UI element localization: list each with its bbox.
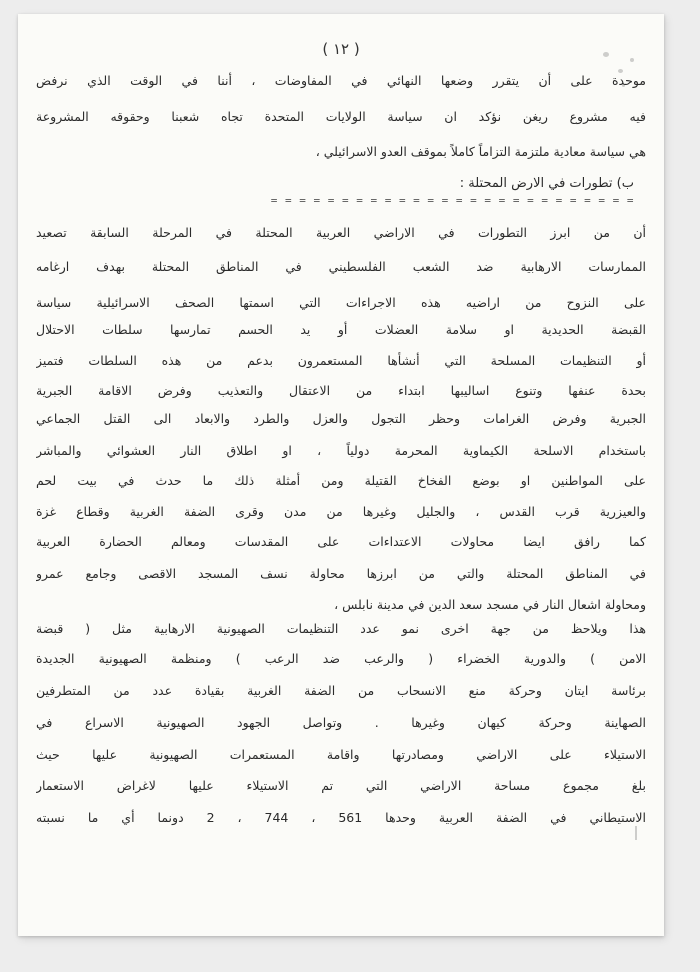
text-line-9: بحدة عنفها وتنوع اساليبها ابتداء من الاعتقال والتعذيب وفرض الاقامة الجبرية [36, 383, 646, 398]
heading-underline: = = = = = = = = = = = = = = = = = = = = = = = = = = [270, 194, 634, 207]
text-line-21: الاستيلاء على الاراضي ومصادرتها واقامة المستعمرات الصهيونية عليها حيث [36, 747, 646, 762]
paper-smudge [603, 52, 609, 57]
text-line-23: الاستيطاني في الضفة العربية وحدها 561 ، 744 ، 2 دونما أي ما نسبته [36, 810, 646, 825]
text-line-17: هذا ويلاحظ من جهة اخرى نمو عدد التنظيمات الصهيونية الارهابية مثل ( قبضة [36, 621, 646, 636]
text-line-10: الجبرية وفرض الغرامات وحظر التجول والعزل والطرد والابعاد الى القتل الجماعي [36, 411, 646, 426]
text-line-3: هي سياسة معادية ملتزمة التزاماً كاملاً بموقف العدو الاسرائيلي ، [315, 144, 646, 159]
paper-smudge [622, 84, 625, 87]
text-line-11: باستخدام الاسلحة الكيماوية المحرمة دولياً ، او اطلاق النار العشوائي والمباشر [36, 443, 646, 458]
text-line-15: في المناطق المحتلة والتي من ابرزها محاولة نسف المسجد الاقصى وجامع عمرو [36, 566, 646, 581]
text-line-4: أن من ابرز التطورات في الاراضي العربية المحتلة في المرحلة السابقة تصعيد [36, 225, 646, 240]
text-line-12: على المواطنين او بوضع الفخاخ القتيلة ومن أمثلة ذلك ما حدث في بيت لحم [36, 473, 646, 488]
document-page [18, 14, 664, 936]
text-line-5: الممارسات الارهابية ضد الشعب الفلسطيني في المناطق المحتلة بهدف ارغامه [36, 259, 646, 274]
text-line-18: الامن ) والدورية الخضراء ( والرعب ضد الرعب ) ومنظمة الصهيونية الجديدة [36, 651, 646, 666]
text-line-20: الصهاينة وحركة كيهان وغيرها . وتواصل الجهود الصهيونية الاسراع في [36, 715, 646, 730]
text-line-22: بلغ مجموع مساحة الاراضي التي تم الاستيلاء عليها لاغراض الاستعمار [36, 778, 646, 793]
text-line-1: موحدة على أن يتقرر وضعها النهائي في المفاوضات ، أننا في الوقت الذي نرفض [36, 73, 646, 88]
text-line-19: برئاسة ايتان وحركة منع الانسحاب من الضفة الغربية بقيادة عدد من المتطرفين [36, 683, 646, 698]
page-number: ( ١٢ ) [322, 40, 360, 58]
text-line-6: على النزوح من اراضيه هذه الاجراءات التي اسمتها الصحف الاسرائيلية سياسة [36, 295, 646, 310]
paper-mark [635, 826, 637, 840]
text-line-7: القبضة الحديدية او سلامة العضلات أو يد الحسم تمارسها سلطات الاحتلال [36, 322, 646, 337]
text-line-14: كما رافق ايضا محاولات الاعتداءات على المقدسات ومعالم الحضارة العربية [36, 534, 646, 549]
text-line-8: أو التنظيمات المسلحة التي أنشأها المستعمرون بدعم من هذه السلطات فتميز [36, 353, 646, 368]
text-line-2: فيه مشروع ريغن نؤكد ان سياسة الولايات المتحدة تجاه شعبنا وحقوقه المشروعة [36, 109, 646, 124]
text-line-16: ومحاولة اشعال النار في مسجد سعد الدين في مدينة نابلس ، [334, 597, 646, 612]
paper-smudge [618, 69, 623, 73]
text-line-13: والعيزرية قرب القدس ، والجليل وغيرها من مدن وقرى الضفة الغربية وقطاع غزة [36, 504, 646, 519]
paper-smudge [630, 58, 634, 62]
section-heading: ب) تطورات في الارض المحتلة : [459, 176, 634, 191]
